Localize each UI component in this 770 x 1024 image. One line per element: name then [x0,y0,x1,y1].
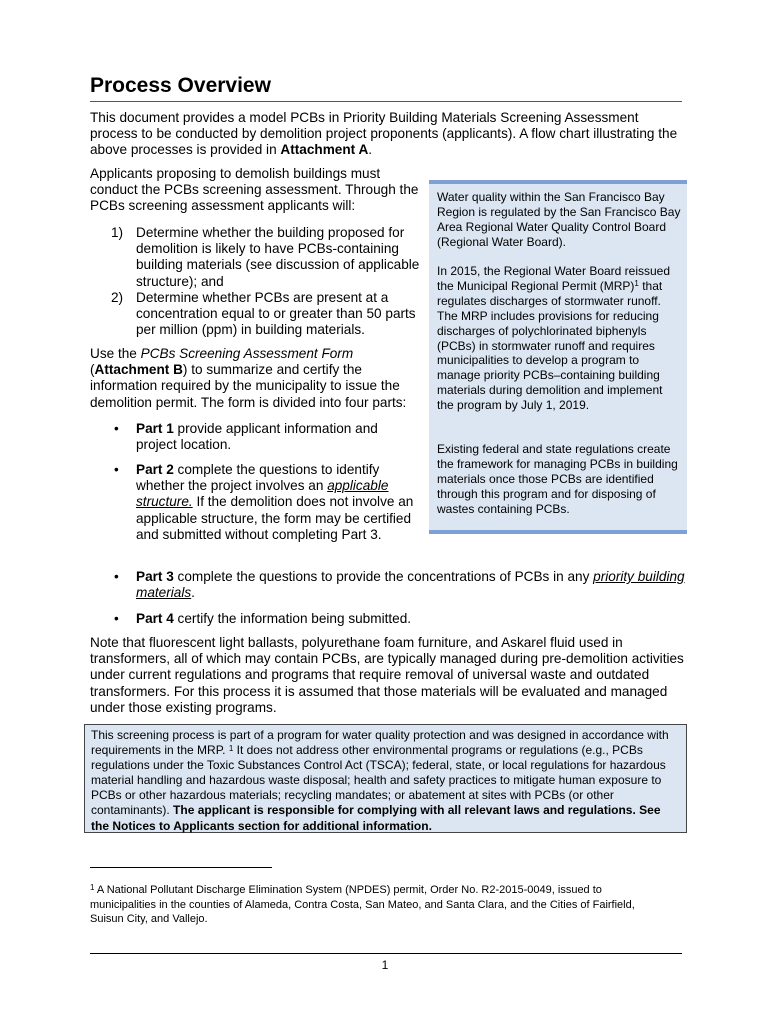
part-label: Part 4 [136,611,174,626]
disclaimer-emphasis: The applicant is responsible for complying with all relevant laws and regulations. See the Notices to Applicants section for additional information. [91,803,661,833]
use-form-open: ( [90,362,95,378]
bullet-glyph: • [114,462,119,477]
note-paragraph: Note that fluorescent light ballasts, polyurethane foam furniture, and Askarel fluid used in transformers, all of which may contain PCBs, are typically managed during pre-demolition activities under current regulations and programs that require removal of universal waste and outdated transformers. For this process it is assumed that those materials will be evaluated and managed under those existing programs. [90,635,684,715]
info-sidebar [429,180,687,534]
footnote-ref[interactable]: 1 [228,744,234,754]
footnote-text: A National Pollutant Discharge Elimination System (NPDES) permit, Order No. R2-2015-0049, issued to municipalities in the counties of Alameda, Contra Costa, San Mateo, and Santa Clara, and the Cities of Fairfield, Suisun City, and Vallejo. [90,884,635,925]
part-label: Part 1 [136,421,174,436]
bullet-body: provide applicant information and project location. [136,421,378,453]
use-form-post: ) to summarize and certify the information required by the municipality to issue the demolition permit. The form is divided into four parts: [90,362,407,410]
bullet-body: complete the questions to provide the concentrations of PCBs in any [173,569,594,584]
form-name: PCBs Screening Assessment Form [140,346,354,361]
applicable-structure-link[interactable]: applicable structure. [136,478,389,510]
sidebar-paragraph: Existing federal and state regulations create the framework for managing PCBs in building materials once those PCBs are identified through this program and for disposing of wastes containing PCBs. [437,442,678,516]
intro-text: This document provides a model PCBs in Priority Building Materials Screening Assessment process to be conducted by demolition project proponents (applicants). A flow chart illustrating the above processes is provided in [90,110,678,158]
sidebar-paragraph: Water quality within the San Francisco Bay Region is regulated by the San Francisco Bay Area Regional Water Quality Control Board (Regional Water Board). [437,190,681,249]
sidebar-paragraph [437,264,682,413]
bullet-glyph: • [114,611,119,626]
bullet-text [136,569,696,601]
footnote [90,883,665,927]
applicants-paragraph: Applicants proposing to demolish buildings must conduct the PCBs screening assessment. Through the PCBs screening assessment applicants will: [90,166,419,214]
sidebar-text: that regulates discharges of stormwater runoff. The MRP includes provisions for reducing discharges of polychlorinated biphenyls (PCBs) in stormwater runoff and requires municipalities to develop a program to manage priority PCBs–containing building materials during demolition and implement the program by July 1, 2019. [437,278,663,413]
disclaimer-text: It does not address other environmental programs or regulations (e.g., PCBs regulations under the Toxic Substances Control Act (TSCA); federal, state, or local regulations for hazardous material handling and hazardous waste disposal; health and safety practices to mitigate human exposure to PCBs or other hazardous materials; recycling mandates; or abatement at sites with PCBs (or other contaminants). [91,743,666,818]
disclaimer-text: This screening process is part of a program for water quality protection and was designed in accordance with requirements in the MRP. [91,728,669,758]
page-title: Process Overview [90,74,682,102]
attachment-b-ref: Attachment B [94,362,183,378]
priority-materials-link[interactable]: priority building materials [136,569,685,601]
bullet-text [136,462,421,543]
intro-paragraph [90,110,685,159]
intro-attachment-ref: Attachment A [280,142,369,158]
bullet-body: certify the information being submitted. [173,611,412,626]
bullet-body: complete the questions to identify whether the project involves an [136,462,380,494]
use-form-paragraph [90,346,420,411]
bullet-glyph: • [114,421,119,436]
bullet-tail: . [191,585,195,601]
bullet-text [136,421,421,453]
page-number: 1 [381,958,389,972]
list-marker: 1) [111,225,124,240]
list-item [90,290,420,339]
list-item-text: Determine whether the building proposed for demolition is likely to have PCBs-containing building materials (see discussion of applicable structure); and [136,225,420,289]
list-marker: 2) [111,289,124,305]
list-item [90,225,420,290]
footnote-ref[interactable]: 1 [634,278,639,288]
use-form-pre: Use the [90,346,141,361]
footer-divider [90,953,682,954]
part-label: Part 3 [136,569,174,584]
part-label: Part 2 [136,462,174,477]
list-item-text: Determine whether PCBs are present at a concentration equal to or greater than 50 parts per million (ppm) in building materials. [136,289,416,338]
footnote-number: 1 [90,883,95,892]
bullet-text [136,611,696,627]
intro-end: . [368,142,373,158]
bullet-glyph: • [114,569,119,584]
sidebar-text: In 2015, the Regional Water Board reissued the Municipal Regional Permit (MRP) [437,264,671,293]
numbered-list [90,225,420,338]
disclaimer-box [84,724,687,833]
footnote-divider [90,867,272,868]
bullet-tail: If the demolition does not involve an applicable structure, the form may be certified and submitted without completing Part 3. [136,494,414,542]
